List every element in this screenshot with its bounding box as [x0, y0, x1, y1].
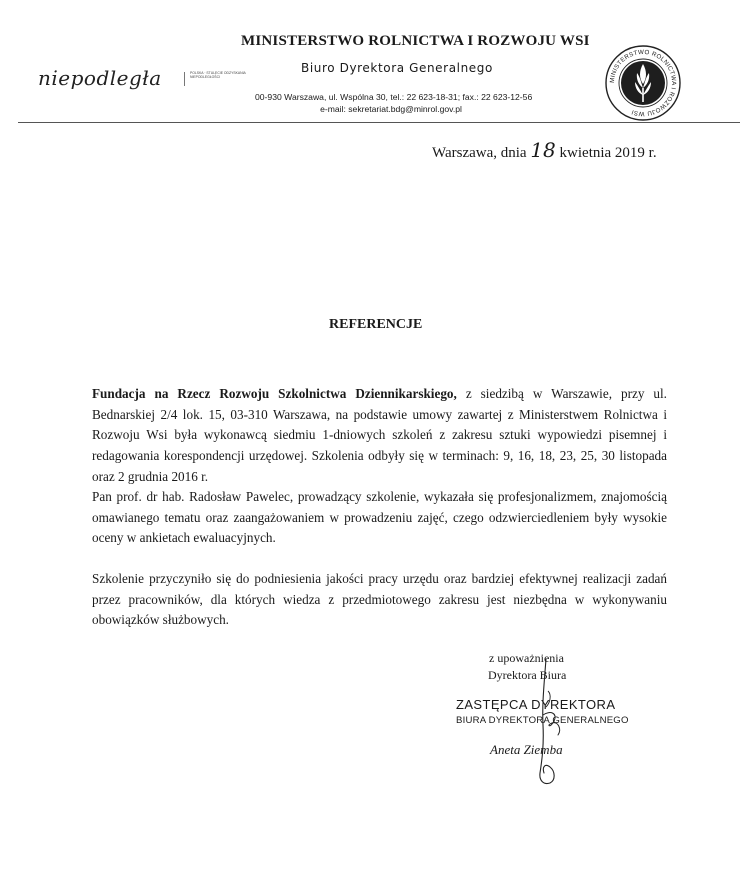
ministry-emblem-icon — [604, 44, 682, 122]
authorization-line: z upoważnienia — [489, 651, 564, 665]
paragraph-3: Szkolenie przyczyniło się do podniesienia jakości pracy urzędu oraz bardziej efektywnej realizacji zadań przez pracowników, dla których wiedza z przedmiotowego zakresu jest niezbędna w wykonywaniu obowiązków służbowych. — [92, 571, 667, 628]
foundation-name: Fundacja na Rzecz Rozwoju Szkolnictwa Dziennikarskiego, — [92, 386, 457, 401]
stamp-office: BIURA DYREKTORA GENERALNEGO — [456, 715, 629, 726]
header-divider — [18, 122, 740, 123]
paragraph-1-text: z siedzibą w Warszawie, przy ul. Bednarskiej 2/4 lok. 15, 03-310 Warszawa, na podstawie umowy zawartej z Ministerstwem Rolnictwa i Rozwoju Wsi była wykonawcą siedmiu 1-dniowych szkoleń z zakresu sztuki wypowiedzi pisemnej i redagowania korespondencji urzędowej. Szkolenia odbyły się w terminach: 9, 16, 18, 23, 25, 30 listopada oraz 2 grudnia 2016 r. — [92, 386, 667, 484]
ministry-address: 00-930 Warszawa, ul. Wspólna 30, tel.: 22 623-18-31; fax.: 22 623-12-56 — [255, 92, 533, 102]
stamp-title: ZASTĘPCA DYREKTORA — [456, 697, 616, 712]
ministry-name: MINISTERSTWO ROLNICTWA I ROZWOJU WSI — [241, 33, 590, 49]
logo-script-text: niepodległa — [38, 66, 162, 90]
date-suffix: kwietnia 2019 r. — [559, 145, 657, 161]
paragraph-2: Pan prof. dr hab. Radosław Pawelec, prowadzący szkolenie, wykazała się profesjonalizmem, znajomością omawianego tematu oraz zaangażowaniem w prowadzeniu zajęć, czego odzwierciedleniem były wysokie oceny w ankietach ewaluacyjnych. — [92, 489, 667, 546]
emblem-ring-text: MINISTERSTWO ROLNICTWA I ROZWOJU WSI — [608, 48, 678, 118]
date-prefix: Warszawa, dnia — [432, 145, 527, 161]
paragraph-1 — [92, 384, 667, 488]
office-name: Biuro Dyrektora Generalnego — [301, 61, 493, 75]
logo-small-text: POLSKA · STULECIE ODZYSKANIA NIEPODLEGŁOŚCI — [190, 71, 246, 80]
handwritten-signature-icon — [528, 655, 588, 790]
signatory-name: Aneta Ziemba — [490, 742, 563, 757]
date-day-handwritten: 18 — [530, 138, 556, 162]
ministry-email: e-mail: sekretariat.bdg@minrol.gov.pl — [320, 104, 462, 114]
niepodlegla-logo — [38, 62, 246, 98]
document-title: REFERENCJE — [329, 317, 423, 332]
logo-divider — [184, 72, 185, 86]
letter-date — [432, 138, 657, 162]
authorization-office: Dyrektora Biura — [488, 668, 567, 682]
